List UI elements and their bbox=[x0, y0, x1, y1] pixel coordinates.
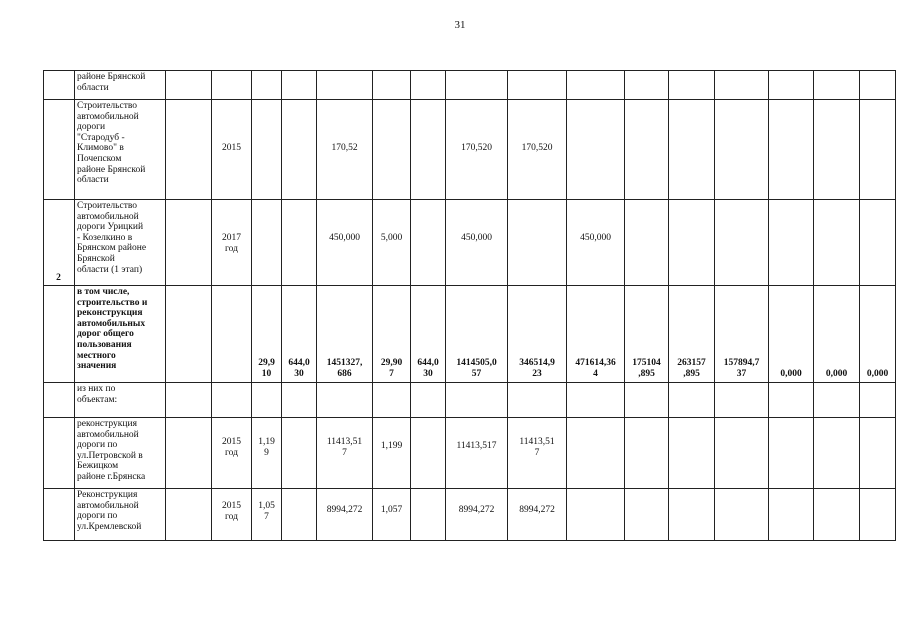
value-cell-col2: 1,19 9 bbox=[258, 437, 275, 458]
value-cell-col5: 1,199 bbox=[380, 441, 403, 451]
value-cell-col7: 11413,517 bbox=[456, 441, 497, 451]
object-name-cell: районе Брянской области bbox=[77, 72, 146, 93]
table-column-line bbox=[507, 70, 508, 541]
value-cell-col8: 11413,51 7 bbox=[519, 437, 555, 458]
value-cell-col8: 346514,9 23 bbox=[519, 358, 555, 379]
value-cell-col5: 5,000 bbox=[380, 233, 403, 243]
object-name-cell: реконструкция автомобильной дороги по ул.Петровской в Бежицком районе г.Брянска bbox=[77, 419, 146, 482]
value-cell-col15: 0,000 bbox=[866, 369, 889, 379]
value-cell-year: 2015 год bbox=[222, 501, 241, 522]
object-name-cell: Строительство автомобильной дороги "Стародуб - Климово" в Почепском районе Брянской области bbox=[77, 101, 146, 186]
value-cell-col6: 644,0 30 bbox=[417, 358, 439, 379]
object-name-cell: Реконструкция автомобильной дороги по ул.Кремлевской bbox=[77, 490, 142, 532]
value-cell-col13: 0,000 bbox=[780, 369, 802, 379]
value-cell-col2: 29,9 10 bbox=[258, 358, 275, 379]
value-cell-col10: 175104 ,895 bbox=[632, 358, 661, 379]
table-column-line bbox=[165, 70, 166, 541]
value-cell-col12: 157894,7 37 bbox=[723, 358, 760, 379]
value-cell-col4: 8994,272 bbox=[326, 505, 363, 515]
value-cell-year: 2017 год bbox=[222, 233, 241, 254]
table-column-line bbox=[624, 70, 625, 541]
value-cell-year: 2015 bbox=[222, 143, 241, 153]
table-column-line bbox=[43, 70, 44, 541]
table-column-line bbox=[251, 70, 252, 541]
table-column-line bbox=[566, 70, 567, 541]
value-cell-col5: 29,90 7 bbox=[380, 358, 403, 379]
table-column-line bbox=[813, 70, 814, 541]
value-cell-col7: 170,520 bbox=[461, 143, 492, 153]
table-column-line bbox=[668, 70, 669, 541]
table-column-line bbox=[316, 70, 317, 541]
value-cell-col9: 450,000 bbox=[580, 233, 611, 243]
value-cell-col8: 8994,272 bbox=[519, 505, 555, 515]
value-cell-col5: 1,057 bbox=[380, 505, 403, 515]
value-cell-col4: 11413,51 7 bbox=[326, 437, 363, 458]
value-cell-year: 2015 год bbox=[222, 437, 241, 458]
table-column-line bbox=[281, 70, 282, 541]
table-column-line bbox=[895, 70, 896, 541]
value-cell-col4: 1451327, 686 bbox=[326, 358, 363, 379]
table-column-line bbox=[74, 70, 75, 541]
table-column-line bbox=[372, 70, 373, 541]
value-cell-col9: 471614,36 4 bbox=[575, 358, 616, 379]
value-cell-col11: 263157 ,895 bbox=[677, 358, 706, 379]
value-cell-col7: 450,000 bbox=[461, 233, 492, 243]
value-cell-col2: 1,05 7 bbox=[258, 501, 275, 522]
table-column-line bbox=[445, 70, 446, 541]
table-column-line bbox=[211, 70, 212, 541]
value-cell-col14: 0,000 bbox=[825, 369, 848, 379]
table-column-line bbox=[768, 70, 769, 541]
value-cell-col8: 170,520 bbox=[521, 143, 553, 153]
page-number: 31 bbox=[454, 19, 466, 31]
value-cell-col7: 8994,272 bbox=[458, 505, 495, 515]
object-name-cell: в том числе, строительство и реконструкция автомобильных дорог общего пользования местного значения bbox=[77, 287, 148, 372]
table-column-line bbox=[859, 70, 860, 541]
object-name-cell: Строительство автомобильной дороги Урицкий - Козелкино в Брянском районе Брянской области (1 этап) bbox=[77, 201, 147, 275]
object-name-cell: из них по объектам: bbox=[77, 384, 118, 405]
table-column-line bbox=[714, 70, 715, 541]
value-cell-col4: 170,52 bbox=[331, 143, 358, 153]
value-cell-col4: 450,000 bbox=[329, 233, 360, 243]
row-number-cell: 2 bbox=[56, 273, 61, 283]
value-cell-col7: 1414505,0 57 bbox=[456, 358, 497, 379]
table-column-line bbox=[410, 70, 411, 541]
value-cell-col3: 644,0 30 bbox=[288, 358, 310, 379]
